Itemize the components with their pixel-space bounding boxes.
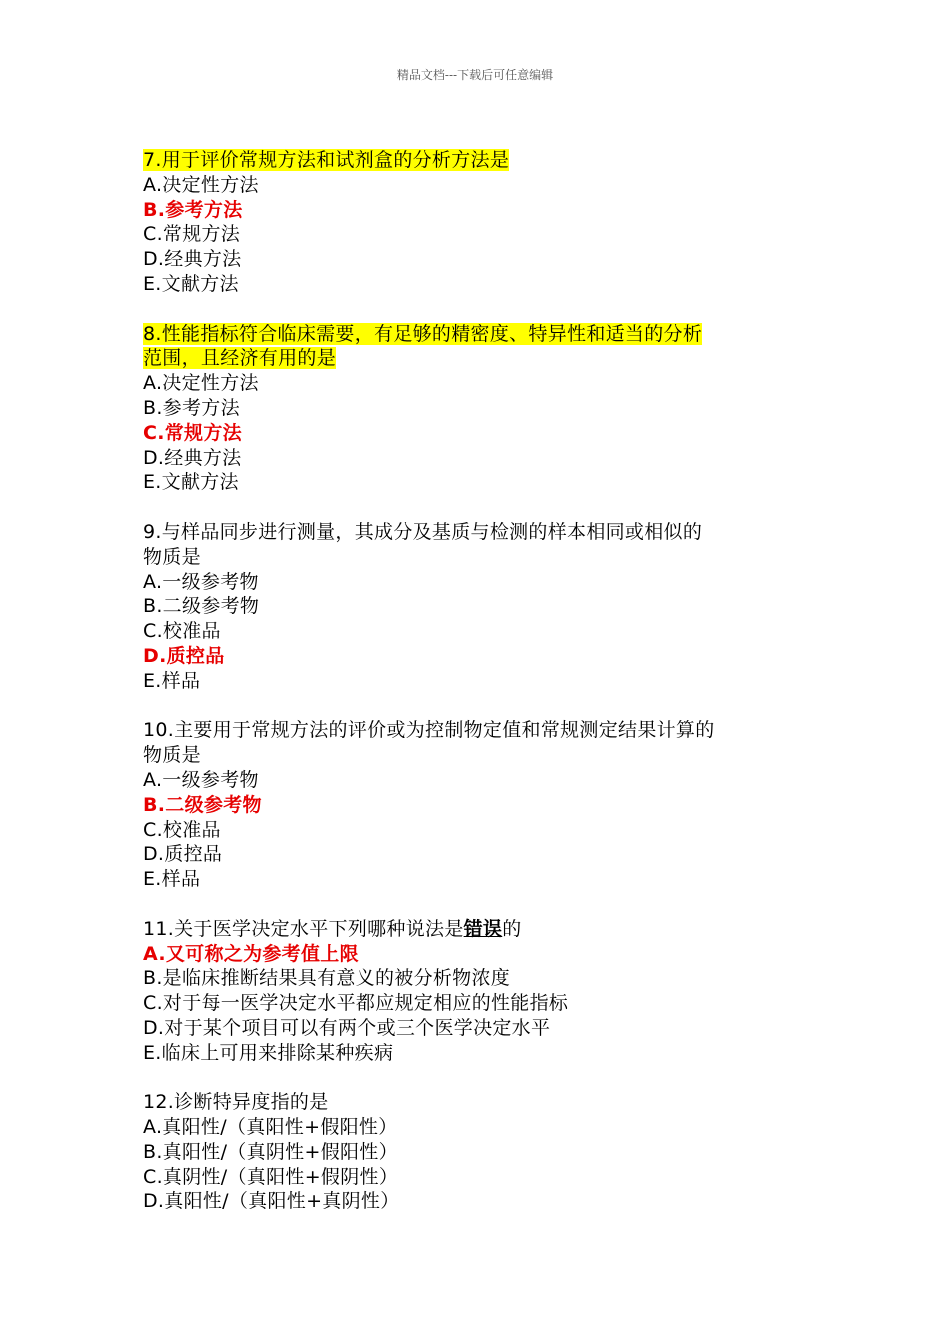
option-e: E.样品 (143, 669, 201, 692)
option-c: C.对于每一医学决定水平都应规定相应的性能指标 (143, 992, 569, 1015)
stem-text: 11.关于医学决定水平下列哪种说法是 (143, 917, 464, 940)
option-b-answer: B.参考方法 (143, 198, 243, 221)
option-a: A.决定性方法 (143, 173, 259, 196)
stem-line: 8.性能指标符合临床需要，有足够的精密度、特异性和适当的分析 (143, 322, 703, 345)
option-d: D.真阳性/（真阳性+真阴性） (143, 1190, 400, 1213)
question-stem: 10.主要用于常规方法的评价或为控制物定值和常规测定结果计算的 (143, 719, 715, 742)
option-a: A.真阳性/（真阳性+假阳性） (143, 1116, 398, 1139)
question-stem-cont (143, 346, 823, 371)
question-stem (143, 148, 823, 173)
option-d-answer: D.质控品 (143, 644, 225, 667)
question-stem: 12.诊断特异度指的是 (143, 1091, 329, 1114)
option-b: B.二级参考物 (143, 595, 260, 618)
option-c: C.校准品 (143, 818, 221, 841)
option-e: E.文献方法 (143, 272, 239, 295)
option-b: B.真阳性/（真阴性+假阳性） (143, 1140, 398, 1163)
option-b: B.是临床推断结果具有意义的被分析物浓度 (143, 967, 511, 990)
option-a: A.一级参考物 (143, 570, 259, 593)
option-d: D.经典方法 (143, 446, 242, 469)
stem-emphasis: 错误 (463, 917, 503, 940)
question-9 (143, 520, 823, 694)
question-stem: 9.与样品同步进行测量，其成分及基质与检测的样本相同或相似的 (143, 520, 703, 543)
option-c: C.校准品 (143, 620, 221, 643)
stem-line: 7.用于评价常规方法和试剂盒的分析方法是 (143, 149, 510, 171)
option-d: D.质控品 (143, 843, 223, 866)
header-watermark: 精品文档---下载后可任意编辑 (396, 68, 554, 82)
stem-text-end: 的 (502, 917, 522, 940)
question-12 (143, 1090, 823, 1214)
option-d: D.对于某个项目可以有两个或三个医学决定水平 (143, 1016, 551, 1039)
question-7 (143, 148, 823, 297)
option-c: C.真阴性/（真阳性+假阴性） (143, 1165, 399, 1188)
question-stem-cont: 物质是 (143, 545, 201, 568)
option-c: C.常规方法 (143, 223, 241, 246)
option-a-answer: A.又可称之为参考值上限 (143, 942, 359, 965)
question-stem-cont: 物质是 (143, 744, 201, 767)
question-10 (143, 718, 823, 892)
option-a: A.一级参考物 (143, 768, 259, 791)
stem-line: 范围，且经济有用的是 (143, 347, 337, 370)
option-e: E.临床上可用来排除某种疾病 (143, 1041, 394, 1064)
question-8 (143, 322, 823, 496)
option-d: D.经典方法 (143, 248, 242, 271)
question-11 (143, 917, 823, 1066)
option-a: A.决定性方法 (143, 372, 259, 395)
option-b: B.参考方法 (143, 396, 240, 419)
question-list (143, 148, 823, 1239)
option-c-answer: C.常规方法 (143, 421, 242, 444)
option-b-answer: B.二级参考物 (143, 793, 262, 816)
question-stem (143, 917, 823, 942)
option-e: E.文献方法 (143, 471, 239, 494)
option-e: E.样品 (143, 868, 201, 891)
question-stem (143, 322, 823, 347)
